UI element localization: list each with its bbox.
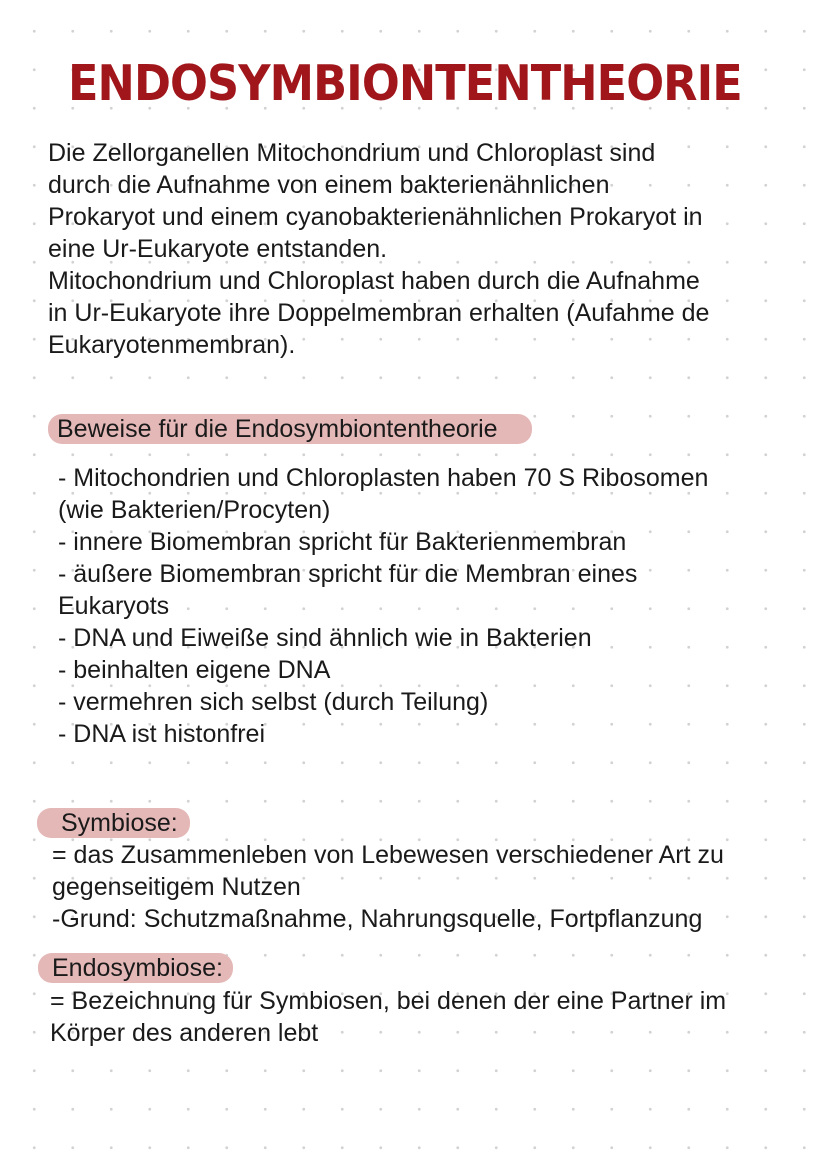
list-item: (wie Bakterien/Procyten) [58,496,331,524]
list-item: - DNA und Eiweiße sind ähnlich wie in Bakterien [58,624,592,652]
list-item: - Mitochondrien und Chloroplasten haben 70 S Ribosomen [58,464,709,492]
page-title: ENDOSYMBIONTENTHEORIE [68,55,742,112]
endosymbiose-line: Körper des anderen lebt [50,1019,319,1047]
endosymbiose-line: = Bezeichnung für Symbiosen, bei denen der eine Partner im [50,987,727,1015]
list-item: - äußere Biomembran spricht für die Membran eines [58,560,638,588]
list-item: - innere Biomembran spricht für Bakterienmembran [58,528,627,556]
intro-line: Prokaryot und einem cyanobakterienähnlichen Prokaryot in [48,203,703,231]
intro-paragraph [48,137,788,361]
endosymbiose-heading [38,953,233,983]
list-item: Eukaryots [58,592,170,620]
beweise-heading [48,414,532,444]
list-item: - beinhalten eigene DNA [58,656,331,684]
endosymbiose-heading-label: Endosymbiose: [38,953,233,983]
list-item: - DNA ist histonfrei [58,720,266,748]
beweise-heading-label: Beweise für die Endosymbiontentheorie [48,414,532,444]
symbiose-line: gegenseitigem Nutzen [52,873,301,901]
symbiose-line: -Grund: Schutzmaßnahme, Nahrungsquelle, Fortpflanzung [52,905,703,933]
symbiose-line: = das Zusammenleben von Lebewesen verschiedener Art zu [52,841,724,869]
beweise-list [58,462,798,750]
list-item: - vermehren sich selbst (durch Teilung) [58,688,489,716]
intro-line: eine Ur-Eukaryote entstanden. [48,235,388,263]
endosymbiose-definition [50,985,810,1049]
intro-line: Mitochondrium und Chloroplast haben durch die Aufnahme [48,267,700,295]
intro-line: Eukaryotenmembran). [48,331,296,359]
symbiose-definition [52,839,812,935]
intro-line: in Ur-Eukaryote ihre Doppelmembran erhalten (Aufahme de [48,299,710,327]
symbiose-heading [37,808,190,838]
symbiose-heading-label: Symbiose: [37,808,190,838]
intro-line: Die Zellorganellen Mitochondrium und Chloroplast sind [48,139,656,167]
intro-line: durch die Aufnahme von einem bakterienähnlichen [48,171,610,199]
